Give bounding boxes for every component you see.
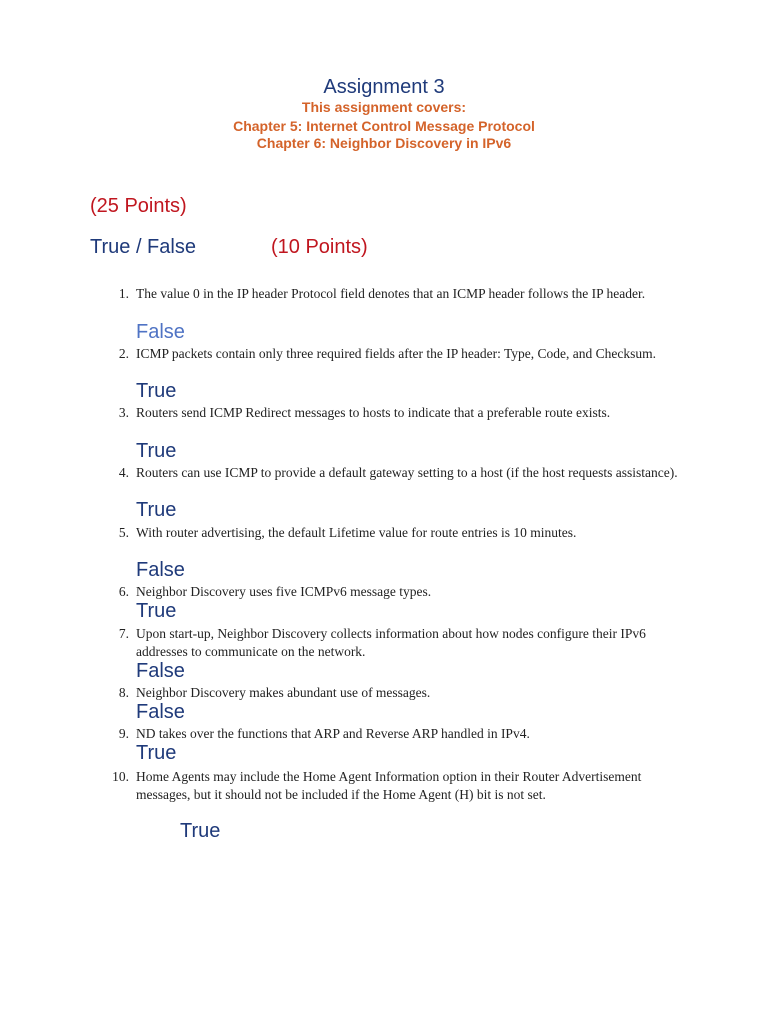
question-item <box>111 768 681 804</box>
question-item <box>111 684 681 702</box>
answer: True <box>136 600 177 622</box>
answer: True <box>136 440 177 462</box>
question-text: Upon start-up, Neighbor Discovery collects information about how nodes configure their IPv6 addresses to communicate on the network. <box>136 626 646 659</box>
question-number: 5. <box>118 525 129 540</box>
answer: True <box>136 742 177 764</box>
question-item <box>111 285 681 303</box>
answer: False <box>136 660 185 682</box>
question-item <box>111 464 681 482</box>
question-item <box>111 583 681 601</box>
question-number: 2. <box>118 346 129 361</box>
section-points: (10 Points) <box>271 236 368 258</box>
question-item <box>111 725 681 743</box>
question-text: Home Agents may include the Home Agent Information option in their Router Advertisement messages, but it should not be included if the Home Agent (H) bit is not set. <box>136 769 642 802</box>
question-text: The value 0 in the IP header Protocol field denotes that an ICMP header follows the IP header. <box>136 286 646 301</box>
question-number: 8. <box>118 685 129 700</box>
question-number: 10. <box>112 769 129 784</box>
total-points: (25 Points) <box>90 195 187 217</box>
answer: False <box>136 321 185 343</box>
chapter-5-line: Chapter 5: Internet Control Message Protocol <box>233 118 535 134</box>
question-item <box>111 345 681 363</box>
question-number: 3. <box>118 405 129 420</box>
covers-line: This assignment covers: <box>301 99 467 115</box>
question-text: ICMP packets contain only three required fields after the IP header: Type, Code, and Checksum. <box>136 346 657 361</box>
question-number: 9. <box>118 726 129 741</box>
question-text: Neighbor Discovery makes abundant use of messages. <box>136 685 431 700</box>
answer: True <box>136 380 177 402</box>
question-item <box>111 524 681 542</box>
question-text: Routers can use ICMP to provide a default gateway setting to a host (if the host requests assistance). <box>136 465 678 480</box>
question-text: With router advertising, the default Lifetime value for route entries is 10 minutes. <box>136 525 577 540</box>
question-number: 6. <box>118 584 129 599</box>
question-number: 7. <box>118 626 129 641</box>
question-text: ND takes over the functions that ARP and Reverse ARP handled in IPv4. <box>136 726 530 741</box>
question-text: Neighbor Discovery uses five ICMPv6 message types. <box>136 584 432 599</box>
answer: False <box>136 559 185 581</box>
question-item <box>111 625 681 661</box>
question-item <box>111 404 681 422</box>
question-number: 1. <box>118 286 129 301</box>
answer: False <box>136 701 185 723</box>
answer: True <box>136 499 177 521</box>
page-title: Assignment 3 <box>323 76 445 98</box>
section-title: True / False <box>90 236 196 258</box>
question-number: 4. <box>118 465 129 480</box>
question-text: Routers send ICMP Redirect messages to hosts to indicate that a preferable route exists. <box>136 405 611 420</box>
answer: True <box>180 820 221 842</box>
chapter-6-line: Chapter 6: Neighbor Discovery in IPv6 <box>256 135 512 151</box>
